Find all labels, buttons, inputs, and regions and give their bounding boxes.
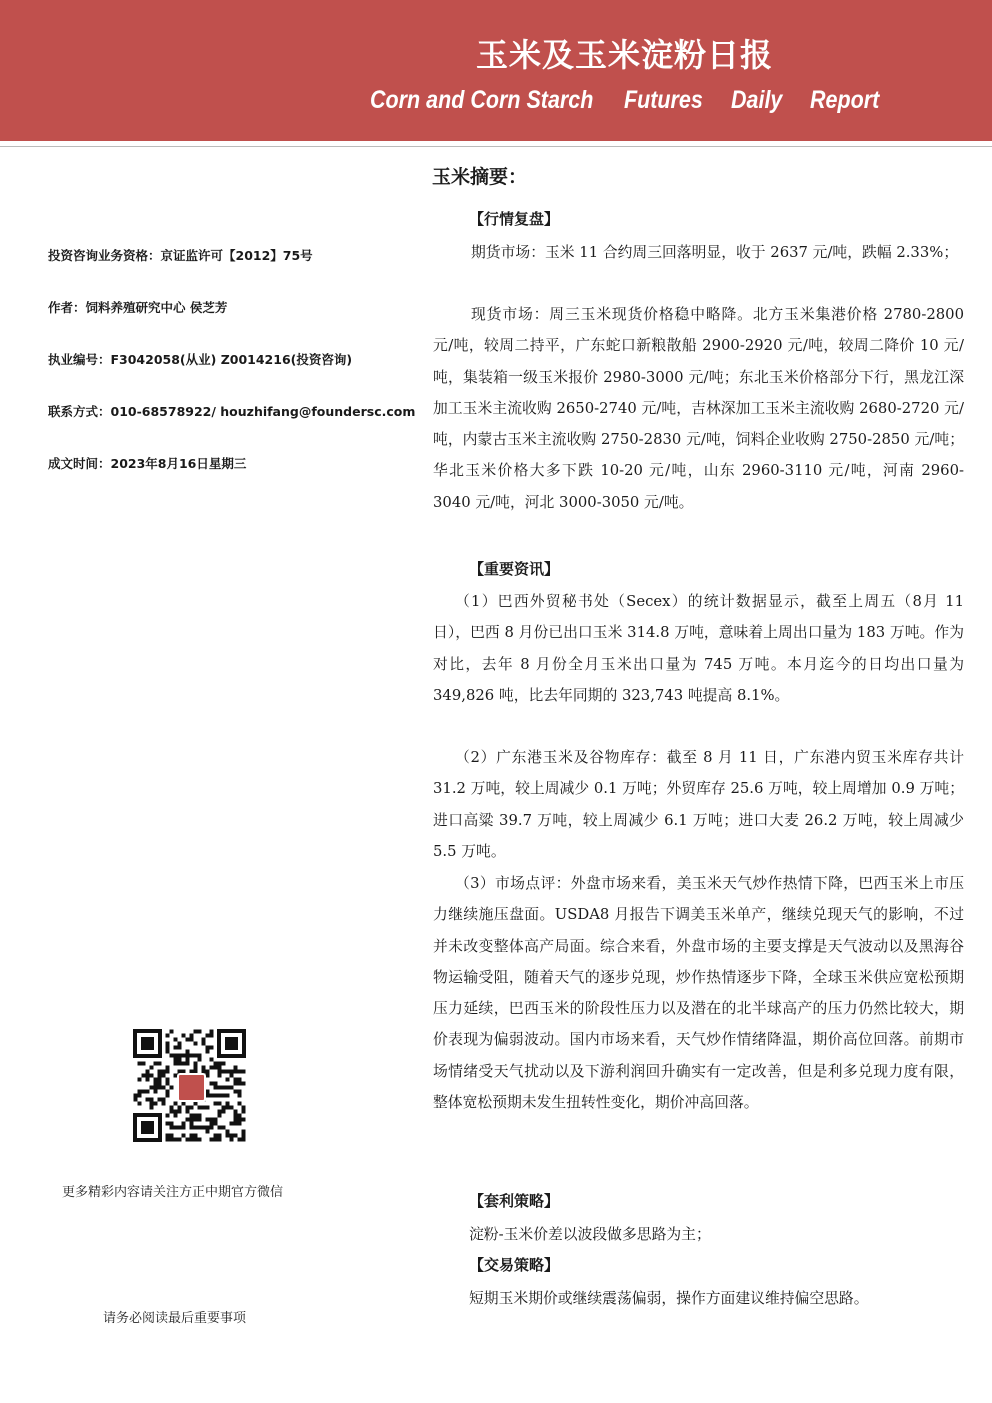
license-number: 执业编号：F3042058(从业) Z0014216(投资咨询): [48, 352, 353, 367]
news-heading: 【重要资讯】: [469, 560, 560, 578]
report-title-en-2: Futures: [624, 86, 703, 114]
company-logo-icon: [177, 1073, 206, 1102]
arbitrage-heading: 【套利策略】: [469, 1192, 560, 1210]
spot-market-text: 现货市场：周三玉米现货价格稳中略降。北方玉米集港价格 2780-2800 元/吨，较周二持平，广东蛇口新粮散船 2900-2920 元/吨，较周二降价 10 元/吨，集装箱一级玉米报价 2980-3000 元/吨；东北玉米价格部分下行，黑龙江深加工玉米主流收购 2650-2740 元/吨，吉林深加工玉米主流收购 2680-2720 元/吨，内蒙古玉米主流收购 2750-2830 元/吨，饲料企业收购 2750-2850 元/吨；华北玉米价格大多下跌 10-20 元/吨，山东 2960-3110 元/吨，河南 2960-3040 元/吨，河北 3000-3050 元/吨。: [433, 306, 964, 511]
report-title-cn: 玉米及玉米淀粉日报: [476, 36, 774, 74]
arbitrage-text: 淀粉-玉米价差以波段做多思路为主；: [469, 1226, 711, 1243]
news-item-3: （3）市场点评：外盘市场来看，美玉米天气炒作热情下降，巴西玉米上市压力继续施压盘面。USDA8 月报告下调美玉米单产，继续兑现天气的影响，不过并未改变整体高产局面。综合来看，外盘市场的主要支撑是天气波动以及黑海谷物运输受阻，随着天气的逐步兑现，炒作热情逐步下降，全球玉米供应宽松预期压力延续，巴西玉米的阶段性压力以及潜在的北半球高产的压力仍然比较大，期价表现为偏弱波动。国内市场来看，天气炒作情绪降温，期价高位回落。前期市场情绪受天气扰动以及下游利润回升确实有一定改善，但是利多兑现力度有限，整体宽松预期未发生扭转性变化，期价冲高回落。: [433, 875, 964, 1112]
author: 作者：饲料养殖研究中心 侯芝芳: [48, 300, 228, 315]
futures-market-text: 期货市场：玉米 11 合约周三回落明显，收于 2637 元/吨，跌幅 2.33%；: [471, 244, 959, 261]
header-banner: [0, 0, 992, 141]
market-review-heading: 【行情复盘】: [469, 210, 560, 228]
trading-heading: 【交易策略】: [469, 1256, 560, 1274]
report-title-en-4: Report: [810, 86, 880, 114]
report-title-en-1: Corn and Corn Starch: [370, 86, 594, 114]
publish-date: 成文时间：2023年8月16日星期三: [48, 456, 247, 471]
disclaimer-note: 请务必阅读最后重要事项: [103, 1311, 247, 1326]
header-divider: [0, 146, 992, 147]
trading-text: 短期玉米期价或继续震荡偏弱，操作方面建议维持偏空思路。: [469, 1290, 869, 1307]
news-item-2: （2）广东港玉米及谷物库存：截至 8 月 11 日，广东港内贸玉米库存共计 31.2 万吨，较上周减少 0.1 万吨；外贸库存 25.6 万吨，较上周增加 0.9 万吨；进口高粱 39.7 万吨，较上周减少 6.1 万吨；进口大麦 26.2 万吨，较上周减少 5.5 万吨。: [433, 749, 964, 860]
qualification: 投资咨询业务资格：京证监许可【2012】75号: [48, 248, 313, 263]
contact-info: 联系方式：010-68578922/ houzhifang@foundersc.com: [48, 404, 416, 419]
wechat-qr-code: [133, 1029, 246, 1142]
summary-title: 玉米摘要：: [432, 166, 528, 188]
news-item-1: （1）巴西外贸秘书处（Secex）的统计数据显示，截至上周五（8月 11 日），巴西 8 月份已出口玉米 314.8 万吨，意味着上周出口量为 183 万吨。作为对比，去年 8 月份全月玉米出口量为 745 万吨。本月迄今的日均出口量为 349,826 吨，比去年同期的 323,743 吨提高 8.1%。: [433, 593, 964, 704]
qr-caption: 更多精彩内容请关注方正中期官方微信: [62, 1185, 284, 1200]
report-title-en-3: Daily: [731, 86, 783, 114]
